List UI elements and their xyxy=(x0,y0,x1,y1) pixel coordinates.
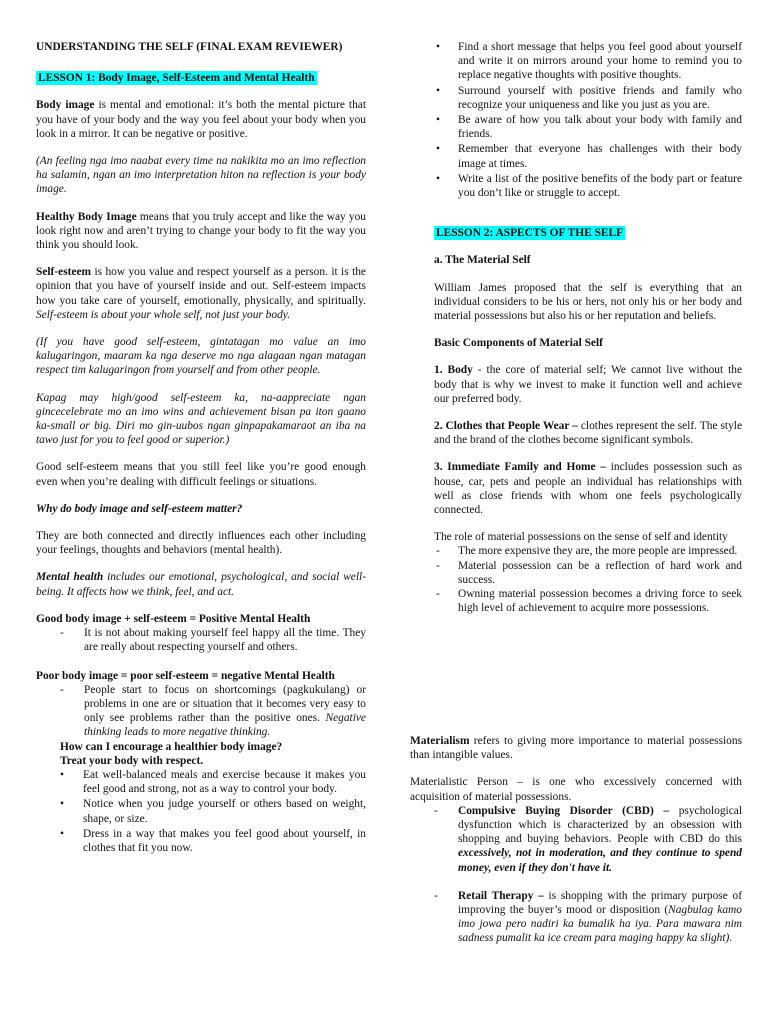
list-item: - Owning material possession becomes a driving force to seek high level of achievement to acquire more possessions. xyxy=(434,587,742,615)
cbd-text: psychological dysfunction which is characterized by an obsession with shopping and buying behaviors. People with CBD do this xyxy=(458,804,742,846)
lesson2-heading: LESSON 2: ASPECTS OF THE SELF xyxy=(436,227,624,240)
good-self-esteem-paragraph: Good self-esteem means that you still feel like you’re good enough even when you’re dealing with difficult feelings or situations. xyxy=(36,461,366,488)
list-item: • Dress in a way that makes you feel good about yourself, in clothes that fit you now. xyxy=(36,827,366,855)
positive-list xyxy=(36,626,366,654)
list-item: • Find a short message that helps you feel good about yourself and write it on mirrors around your home to remind you to replace negative thoughts with positive thoughts. xyxy=(434,40,742,83)
materialism-list xyxy=(410,804,742,946)
component-term: 2. Clothes that People Wear – xyxy=(434,420,578,433)
document-title: UNDERSTANDING THE SELF (FINAL EXAM REVIEWER) xyxy=(36,41,343,53)
retail-therapy-text: is shopping with the primary purpose of improving the buyer’s mood or disposition ( xyxy=(458,889,743,917)
component-body xyxy=(434,363,742,406)
body-image-definition: is mental and emotional: it’s both the mental picture that you have of your body and the way you feel about your body when you look in a mirror. It can be negative or positive. xyxy=(36,99,366,140)
negative-equation xyxy=(36,669,366,683)
material-self-heading xyxy=(434,253,742,267)
component-text: includes possession such as house, car, pets and people an individual has relationships with well as close friends with whom one feels psychologically connected. xyxy=(434,461,743,517)
positive-equation-text: Good body image + self-esteem = Positive Mental Health xyxy=(36,612,311,625)
negative-item-text: People start to focus on shortcomings (pagkukulang) or problems in one are or situation that it becomes very easy to only see problems rather than the positive ones. xyxy=(84,683,366,725)
list-item-cbd xyxy=(410,804,742,875)
treat-heading: Treat your body with respect. xyxy=(60,754,204,767)
negative-list xyxy=(36,683,366,740)
materialistic-person: Materialistic Person – is one who excessively concerned with acquisition of material possessions. xyxy=(410,776,742,803)
encourage-question: How can I encourage a healthier body image? xyxy=(60,740,283,753)
tips-list-right xyxy=(434,40,742,200)
list-item: • Eat well-balanced meals and exercise because it makes you feel good and strong, not as a way to control your body. xyxy=(36,768,366,796)
list-item xyxy=(36,683,366,740)
retail-therapy-term: Retail Therapy – xyxy=(458,889,544,902)
self-esteem-paragraph xyxy=(36,265,366,322)
component-term: 3. Immediate Family and Home – xyxy=(434,461,607,474)
cbd-emphasis: excessively, not in moderation, and they continue to spend money, even if they don't have it. xyxy=(458,847,742,874)
list-item: • Remember that everyone has challenges with their body image at times. xyxy=(434,142,742,170)
component-term: 1. Body xyxy=(434,364,473,377)
healthy-body-image-term: Healthy Body Image xyxy=(36,210,137,223)
list-item: • Write a list of the positive benefits of the body part or feature you don’t like or struggle to accept. xyxy=(434,172,742,200)
list-item: • Be aware of how you talk about your body with family and friends. xyxy=(434,113,742,141)
list-item: • Notice when you judge yourself or others based on weight, shape, or size. xyxy=(36,797,366,825)
mental-health-term: Mental health xyxy=(36,571,104,584)
component-family-home xyxy=(434,460,742,517)
material-self-heading-text: a. The Material Self xyxy=(434,254,531,267)
body-image-note-text: (An feeling nga imo naabat every time na nakikita mo an imo reflection ha salamin, ngan an imo interpretation hiton na reflection is your body image. xyxy=(36,155,366,196)
left-column xyxy=(36,40,366,856)
list-item-retail-therapy xyxy=(410,889,742,946)
components-heading xyxy=(434,336,742,350)
list-item: - The more expensive they are, the more people are impressed. xyxy=(434,544,742,558)
list-item: • Surround yourself with positive friends and family who recognize your uniqueness and like you just as you are. xyxy=(434,84,742,112)
right-column xyxy=(434,40,742,616)
mental-health-definition: includes our emotional, psychological, and social well-being. It affects how we think, feel, and act. xyxy=(36,571,366,598)
self-esteem-note-2 xyxy=(36,391,366,448)
list-item: - It is not about making yourself feel happy all the time. They are really about respecting yourself and others. xyxy=(36,626,366,654)
role-heading: The role of material possessions on the sense of self and identity xyxy=(434,531,728,544)
mental-health-paragraph xyxy=(36,570,366,598)
materialism-section xyxy=(410,734,742,946)
component-text: clothes represent the self. The style and the brand of the clothes become significant symbols. xyxy=(434,420,743,447)
positive-equation xyxy=(36,612,366,626)
body-image-term: Body image xyxy=(36,99,95,112)
why-answer: They are both connected and directly influences each other including your feelings, thoughts and behaviors (mental health). xyxy=(36,530,366,557)
self-esteem-note-1-text: (If you have good self-esteem, gintatagan mo value an imo kalugaringon, maaram ka nga deserve mo nga alagaan ngan matagan respect tim kalugaringon from yourself and from other people. xyxy=(36,336,366,377)
lesson1-heading: LESSON 1: Body Image, Self-Esteem and Mental Health xyxy=(38,72,315,85)
negative-item-italic: Negative thinking leads to more negative thinking. xyxy=(84,712,366,739)
materialism-definition: refers to giving more importance to material possessions than intangible values. xyxy=(410,735,742,762)
self-esteem-definition: is how you value and respect yourself as a person. it is the opinion that you have of yourself inside and out. Self-esteem impacts how you take care of yourself, emotionally, physically, and spiritually. xyxy=(36,266,366,307)
self-esteem-italic: Self-esteem is about your whole self, not just your body. xyxy=(36,308,291,321)
role-list xyxy=(434,544,742,615)
self-esteem-term: Self-esteem xyxy=(36,266,92,279)
list-item: - Material possession can be a reflection of hard work and success. xyxy=(434,559,742,587)
materialism-paragraph xyxy=(410,734,742,762)
component-text: - the core of material self; We cannot live without the body that is why we invest to make it function well and achieve our preferred body. xyxy=(434,364,743,405)
retail-therapy-italic: Nagbulag kamo imo jowa pero nadiri ka bumalik ha iya. Para mawara nim sadness pumalit ka ice cream para maging happy ka slight). xyxy=(458,904,742,945)
body-image-note xyxy=(36,154,366,197)
component-clothes xyxy=(434,419,742,447)
materialism-term: Materialism xyxy=(410,735,470,747)
components-heading-text: Basic Components of Material Self xyxy=(434,337,603,350)
body-image-paragraph xyxy=(36,98,366,141)
why-question: Why do body image and self-esteem matter? xyxy=(36,502,243,515)
healthy-body-image-paragraph xyxy=(36,210,366,253)
negative-equation-text: Poor body image = poor self-esteem = negative Mental Health xyxy=(36,669,335,682)
material-self-intro: William James proposed that the self is everything that an individual considers to be his or hers, not only his or her body and material possessions but also his or her reputation and beliefs. xyxy=(434,281,742,323)
self-esteem-note-1 xyxy=(36,335,366,378)
tips-list-left xyxy=(36,768,366,855)
cbd-term: Compulsive Buying Disorder (CBD) – xyxy=(458,804,670,817)
healthy-body-image-definition: means that you truly accept and like the way you look right now and aren’t trying to change your body to fit the way you think you should look. xyxy=(36,210,366,252)
self-esteem-note-2-text: Kapag may high/good self-esteem ka, na-aappreciate ngan gincecelebrate mo an imo wins and achievement bisan pa iton gaano ka-small or big. Diri mo gin-uubos ngan ginpapakamaraot an iba na tawo just for you to feel good or superior.) xyxy=(36,391,366,447)
